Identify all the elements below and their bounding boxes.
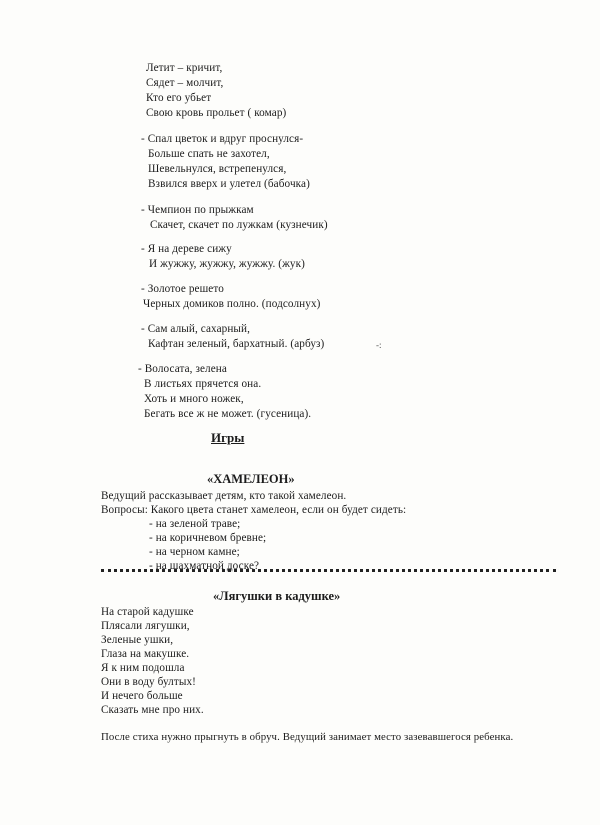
poem-line: Плясали лягушки, bbox=[101, 620, 190, 632]
riddle-line: Кафтан зеленый, бархатный. (арбуз) bbox=[148, 338, 325, 350]
riddle-line: - Золотое решето bbox=[141, 283, 224, 295]
riddle-line: Скачет, скачет по лужкам (кузнечик) bbox=[150, 219, 328, 231]
poem-line: На старой кадушке bbox=[101, 606, 194, 618]
riddle-line: И жужжу, жужжу, жужжу. (жук) bbox=[149, 258, 305, 270]
riddle-line: Кто его убьет bbox=[146, 92, 212, 104]
riddle-line: Бегать все ж не может. (гусеница). bbox=[144, 408, 312, 420]
frogs-title: «Лягушки в кадушке» bbox=[213, 589, 341, 603]
riddle-line: Хоть и много ножек, bbox=[144, 393, 244, 405]
poem-line: Глаза на макушке. bbox=[101, 648, 190, 660]
riddle-line: Свою кровь прольет ( комар) bbox=[146, 107, 287, 119]
games-heading: Игры bbox=[211, 430, 245, 445]
riddle-line: Взвился вверх и улетел (бабочка) bbox=[148, 178, 310, 190]
riddle-line: - Спал цветок и вдруг проснулся- bbox=[141, 133, 304, 145]
poem-line: Я к ним подошла bbox=[101, 662, 185, 674]
poem-line: И нечего больше bbox=[101, 690, 183, 702]
chameleon-option: - на зеленой траве; bbox=[149, 518, 241, 530]
riddle-line: В листьях прячется она. bbox=[144, 378, 262, 390]
riddle-line: Шевельнулся, встрепенулся, bbox=[148, 163, 287, 175]
riddle-line: Сядет – молчит, bbox=[146, 77, 224, 89]
frogs-note: После стиха нужно прыгнуть в обруч. Ведущий занимает место зазевавшегося ребенка. bbox=[101, 731, 514, 743]
chameleon-option: - на шахматной доске? bbox=[149, 560, 260, 572]
dotted-divider bbox=[101, 569, 556, 572]
chameleon-option: - на коричневом бревне; bbox=[149, 532, 267, 544]
poem-line: Сказать мне про них. bbox=[101, 704, 204, 716]
riddle-line: Черных домиков полно. (подсолнух) bbox=[143, 298, 321, 310]
riddle-line: - Я на дереве сижу bbox=[141, 243, 232, 255]
chameleon-title: «ХАМЕЛЕОН» bbox=[207, 472, 295, 486]
riddle-line: Летит – кричит, bbox=[146, 62, 223, 74]
riddle-line: - Сам алый, сахарный, bbox=[141, 323, 251, 335]
poem-line: Зеленые ушки, bbox=[101, 634, 174, 646]
chameleon-option: - на черном камне; bbox=[149, 546, 240, 558]
chameleon-intro: Ведущий рассказывает детям, кто такой хамелеон. bbox=[101, 490, 347, 502]
chameleon-questions: Вопросы: Какого цвета станет хамелеон, если он будет сидеть: bbox=[101, 504, 407, 516]
poem-line: Они в воду бултых! bbox=[101, 676, 196, 688]
riddle-line: - Чемпион по прыжкам bbox=[141, 204, 254, 216]
riddle-line: Больше спать не захотел, bbox=[148, 148, 270, 160]
stray-mark: -: bbox=[376, 340, 382, 350]
riddle-line: - Волосата, зелена bbox=[138, 363, 227, 375]
